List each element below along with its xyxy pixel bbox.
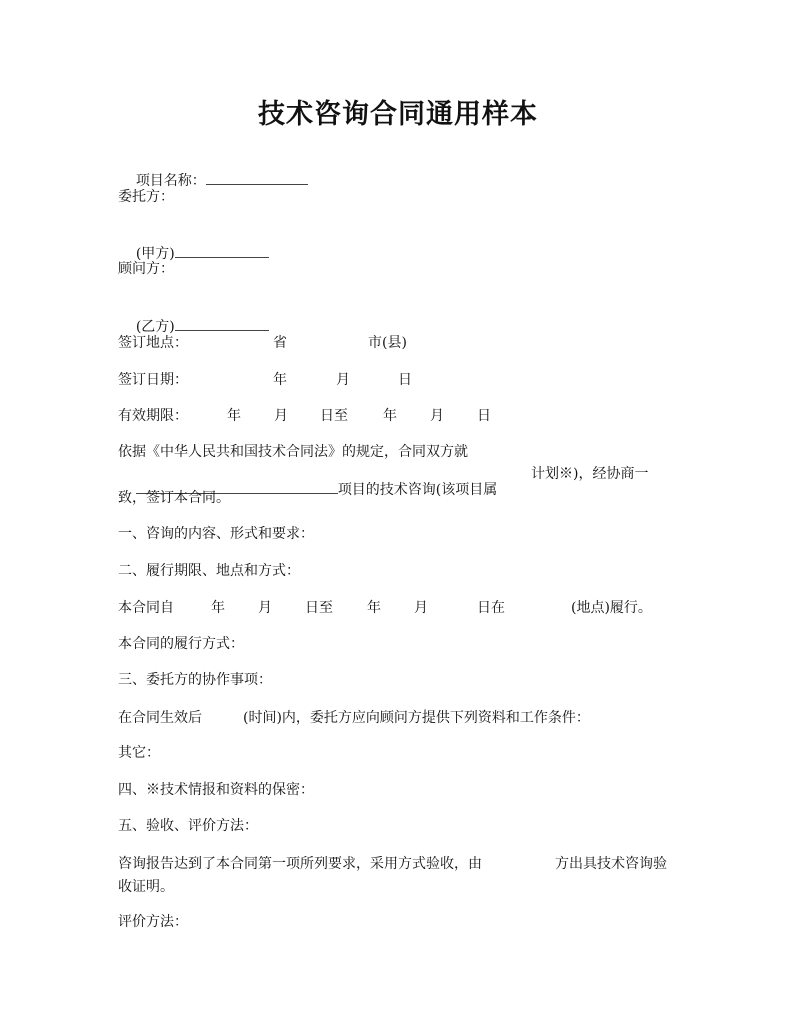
sign-date-label: 签订日期： <box>118 372 188 388</box>
s2-start: 本合同自 <box>118 600 174 616</box>
consultant-label: 顾问方： <box>118 261 174 277</box>
project-name-blank[interactable] <box>206 170 308 185</box>
sign-place-label: 签订地点： <box>118 335 188 351</box>
sign-date-day: 日 <box>398 372 412 388</box>
section-5-heading: 五、验收、评价方法： <box>118 818 258 834</box>
s2-month: 月 <box>258 600 272 616</box>
party-a-blank[interactable] <box>175 243 269 258</box>
s5-detail-c: 收证明。 <box>118 879 174 895</box>
validity-day2: 日 <box>477 408 491 424</box>
party-a-label: (甲方) <box>135 246 175 262</box>
validity-month: 月 <box>274 408 288 424</box>
intro-line1: 依据《中华人民共和国技术合同法》的规定，合同双方就 <box>118 444 468 460</box>
validity-year: 年 <box>227 408 241 424</box>
s2-month2: 月 <box>414 600 428 616</box>
section-2-heading: 二、履行期限、地点和方式： <box>118 563 300 579</box>
project-name-label: 项目名称： <box>135 173 206 189</box>
validity-day-to: 日至 <box>320 408 348 424</box>
s2-year: 年 <box>211 600 225 616</box>
sign-date-month: 月 <box>336 372 350 388</box>
sign-date-year: 年 <box>273 372 287 388</box>
validity-month2: 月 <box>430 408 444 424</box>
party-b-label: (乙方) <box>135 319 175 335</box>
validity-label: 有效期限： <box>118 408 188 424</box>
sign-place-city: 市(县) <box>368 335 407 351</box>
sign-place-province: 省 <box>273 335 287 351</box>
s3-detail-a: 在合同生效后 <box>118 710 202 726</box>
intro-line2-a: 项目的技术咨询(该项目属 <box>337 482 498 498</box>
s2-year2: 年 <box>367 600 381 616</box>
party-b-blank[interactable] <box>175 316 269 331</box>
intro-line2-b: 计划※)，经协商一 <box>531 466 649 482</box>
client-label: 委托方： <box>118 189 174 205</box>
s3-detail-b: (时间)内，委托方应向顾问方提供下列资料和工作条件： <box>243 710 590 726</box>
document-title: 技术咨询合同通用样本 <box>258 99 538 130</box>
s5-detail-b: 方出具技术咨询验 <box>555 856 667 872</box>
s3-other: 其它： <box>118 745 160 761</box>
s5-detail-a: 咨询报告达到了本合同第一项所列要求，采用方式验收，由 <box>118 856 482 872</box>
s2-day-at: 日在 <box>477 600 505 616</box>
s2-day-to: 日至 <box>305 600 333 616</box>
section-3-heading: 三、委托方的协作事项： <box>118 672 272 688</box>
s2-place: (地点)履行。 <box>571 600 652 616</box>
s2-method: 本合同的履行方式： <box>118 636 244 652</box>
s5-eval: 评价方法： <box>118 914 188 930</box>
section-4-heading: 四、※技术情报和资料的保密： <box>118 782 314 798</box>
section-1-heading: 一、咨询的内容、形式和要求： <box>118 526 314 542</box>
validity-year2: 年 <box>383 408 397 424</box>
intro-line3: 致，签订本合同。 <box>118 490 230 506</box>
